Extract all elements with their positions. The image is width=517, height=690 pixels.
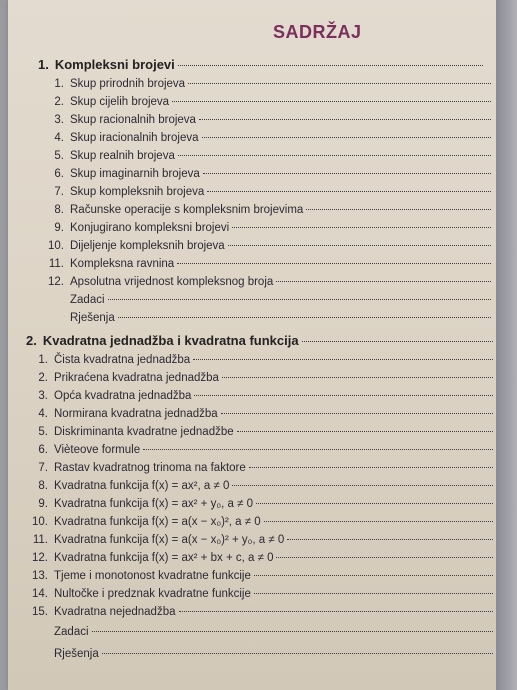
toc-item — [26, 534, 496, 546]
item-number: 1. — [38, 354, 48, 366]
item-number: 11. — [48, 258, 64, 270]
chapter-number: 2. — [26, 333, 37, 348]
item-number: 9. — [54, 222, 64, 234]
item-number: 13. — [32, 570, 48, 582]
item-number: 6. — [54, 168, 64, 180]
item-number: 5. — [54, 150, 64, 162]
dot-leader — [188, 83, 491, 84]
chapter-title: Kompleksni brojevi — [54, 57, 175, 72]
dot-leader — [232, 227, 491, 228]
item-label: Apsolutna vrijednost kompleksnog broja — [70, 276, 274, 288]
dot-leader — [306, 209, 491, 210]
dot-leader — [203, 173, 491, 174]
toc-item — [42, 114, 494, 126]
toc-item — [42, 240, 494, 252]
dot-leader — [178, 65, 483, 66]
toc-item — [26, 516, 496, 528]
toc-item — [26, 444, 496, 456]
toc-item — [26, 354, 496, 366]
item-number: 10. — [48, 240, 64, 252]
toc-item — [26, 498, 496, 510]
toc-item — [26, 462, 496, 474]
item-number: 1. — [54, 78, 64, 90]
item-number: 14. — [32, 588, 48, 600]
toc-item — [42, 204, 494, 216]
item-number: 4. — [54, 132, 64, 144]
item-number: 2. — [54, 96, 64, 108]
dot-leader — [118, 317, 491, 318]
item-label: Kompleksna ravnina — [70, 258, 175, 270]
chapter-2-heading — [26, 333, 496, 348]
page-title: SADRŽAJ — [273, 22, 362, 42]
item-label: Konjugirano kompleksni brojevi — [70, 222, 230, 234]
toc-item — [26, 588, 496, 600]
item-label: Kvadratna funkcija f(x) = a(x − x₀)², a ≠ 0 — [54, 516, 261, 528]
dot-leader — [143, 449, 493, 450]
toc-item — [42, 168, 494, 180]
dot-leader — [92, 631, 493, 632]
item-label: Skup realnih brojeva — [70, 150, 175, 162]
item-number: 12. — [32, 552, 48, 564]
toc-item — [26, 390, 496, 402]
toc-item — [26, 606, 496, 618]
toc-item — [26, 372, 496, 384]
dot-leader — [254, 575, 493, 576]
item-label: Skup racionalnih brojeva — [70, 114, 196, 126]
toc-item — [26, 408, 496, 420]
item-number: 11. — [32, 534, 48, 546]
dot-leader — [178, 155, 491, 156]
toc-item — [42, 132, 494, 144]
item-label: Računske operacije s kompleksnim brojevima — [70, 204, 304, 216]
item-label: Kvadratna funkcija f(x) = ax² + y₀, a ≠ 0 — [54, 498, 254, 510]
dot-leader — [194, 395, 493, 396]
dot-leader — [221, 413, 493, 414]
item-number: 3. — [38, 390, 48, 402]
item-number: 3. — [54, 114, 64, 126]
item-label: Tjeme i monotonost kvadratne funkcije — [54, 570, 251, 582]
toc-item — [42, 78, 494, 90]
item-number: 8. — [38, 480, 48, 492]
item-label: Kvadratna funkcija f(x) = ax², a ≠ 0 — [54, 480, 230, 492]
item-label: Kvadratna nejednadžba — [54, 606, 176, 618]
dot-leader — [237, 431, 493, 432]
dot-leader — [302, 341, 493, 342]
dot-leader — [276, 557, 493, 558]
item-label: Čista kvadratna jednadžba — [54, 354, 191, 366]
toc-item — [26, 426, 496, 438]
item-label: Vièteove formule — [54, 444, 141, 456]
dot-leader — [256, 503, 493, 504]
item-number: 8. — [54, 204, 64, 216]
item-label: Rješenja — [70, 312, 115, 324]
toc-item — [42, 258, 494, 270]
book-page — [8, 0, 496, 690]
item-label: Dijeljenje kompleksnih brojeva — [70, 240, 225, 252]
item-number: 4. — [38, 408, 48, 420]
item-label: Normirana kvadratna jednadžba — [54, 408, 218, 420]
item-number: 7. — [38, 462, 48, 474]
dot-leader — [222, 377, 493, 378]
item-label: Prikraćena kvadratna jednadžba — [54, 372, 219, 384]
item-label: Nultočke i predznak kvadratne funkcije — [54, 588, 251, 600]
dot-leader — [199, 119, 491, 120]
dot-leader — [202, 137, 492, 138]
item-label: Rješenja — [54, 648, 99, 660]
dot-leader — [172, 101, 491, 102]
toc-item — [26, 480, 496, 492]
dot-leader — [207, 191, 491, 192]
item-label: Skup iracionalnih brojeva — [70, 132, 199, 144]
toc-item — [42, 186, 494, 198]
dot-leader — [276, 281, 491, 282]
item-label: Kvadratna funkcija f(x) = a(x − x₀)² + y₀, a ≠ 0 — [54, 534, 285, 546]
dot-leader — [108, 299, 491, 300]
toc-item — [26, 552, 496, 564]
toc-item-exercises — [26, 626, 496, 638]
toc-item-solutions — [26, 648, 496, 660]
item-label: Zadaci — [54, 626, 89, 638]
dot-leader — [179, 611, 494, 612]
chapter-number: 1. — [38, 57, 49, 72]
dot-leader — [249, 467, 493, 468]
item-label: Skup cijelih brojeva — [70, 96, 170, 108]
item-number: 15. — [32, 606, 48, 618]
toc-item — [42, 150, 494, 162]
dot-leader — [264, 521, 493, 522]
toc-item — [42, 276, 494, 288]
dot-leader — [177, 263, 491, 264]
item-label: Zadaci — [70, 294, 105, 306]
chapter-1-heading — [38, 57, 486, 72]
toc-item — [26, 570, 496, 582]
item-label: Diskriminanta kvadratne jednadžbe — [54, 426, 234, 438]
dot-leader — [228, 245, 491, 246]
page-edge-background — [496, 0, 517, 690]
toc-item — [42, 222, 494, 234]
item-number: 12. — [48, 276, 64, 288]
dot-leader — [254, 593, 493, 594]
item-label: Kvadratna funkcija f(x) = ax² + bx + c, a ≠ 0 — [54, 552, 274, 564]
item-label: Skup kompleksnih brojeva — [70, 186, 205, 198]
item-number: 5. — [38, 426, 48, 438]
item-label: Skup imaginarnih brojeva — [70, 168, 200, 180]
item-number: 10. — [32, 516, 48, 528]
chapter-title: Kvadratna jednadžba i kvadratna funkcija — [42, 333, 299, 348]
item-label: Opća kvadratna jednadžba — [54, 390, 192, 402]
dot-leader — [102, 653, 493, 654]
item-number: 6. — [38, 444, 48, 456]
toc-item-exercises — [42, 294, 494, 306]
item-number: 9. — [38, 498, 48, 510]
dot-leader — [287, 539, 493, 540]
item-label: Skup prirodnih brojeva — [70, 78, 186, 90]
toc-item — [42, 96, 494, 108]
toc-item-solutions — [42, 312, 494, 324]
dot-leader — [232, 485, 493, 486]
dot-leader — [193, 359, 493, 360]
item-label: Rastav kvadratnog trinoma na faktore — [54, 462, 246, 474]
item-number: 7. — [54, 186, 64, 198]
item-number: 2. — [38, 372, 48, 384]
